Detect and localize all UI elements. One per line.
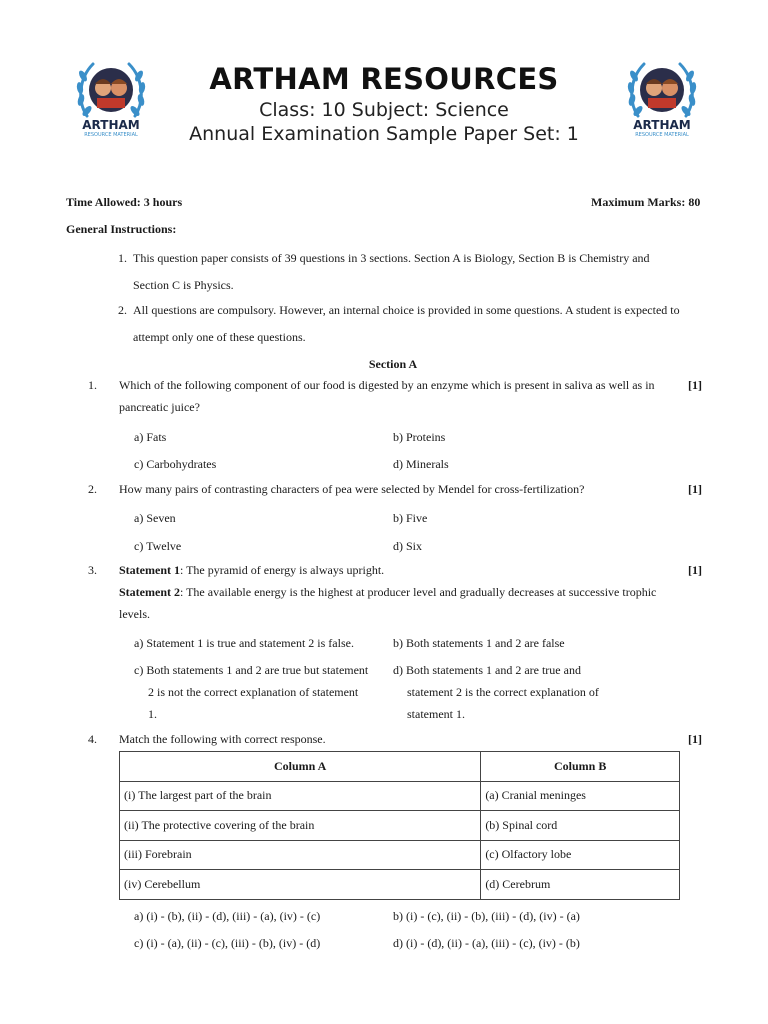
option-b: b) Proteins (393, 430, 446, 444)
question-text: Which of the following component of our food is digested by an enzyme which is present in saliva as well as in pancreatic juice? (119, 378, 655, 414)
question-marks: [1] (688, 563, 702, 577)
option-d: d) Minerals (393, 457, 449, 471)
paper-header (150, 60, 618, 146)
table-cell: (iii) Forebrain (120, 840, 481, 870)
column-a-header: Column A (120, 752, 481, 782)
statement-1-label: Statement 1 (119, 563, 180, 577)
question-number: 4. (88, 732, 97, 746)
option-d: d) (i) - (d), (ii) - (a), (iii) - (c), (iv) - (b) (393, 936, 580, 950)
option-c: c) Carbohydrates (134, 457, 217, 471)
table-cell: (iv) Cerebellum (120, 870, 481, 900)
table-cell: (a) Cranial meninges (481, 781, 680, 811)
artham-logo-left (75, 56, 147, 144)
option-a: a) (i) - (b), (ii) - (d), (iii) - (a), (iv) - (c) (134, 909, 321, 923)
table-cell: (i) The largest part of the brain (120, 781, 481, 811)
question-text: Match the following with correct response. (119, 732, 326, 746)
match-table (119, 751, 680, 900)
option-a: a) Fats (134, 430, 167, 444)
question-number: 2. (88, 482, 97, 496)
instruction-number: 1. (118, 251, 127, 265)
question-number: 1. (88, 378, 97, 392)
instruction-text-cont: attempt only one of these questions. (133, 330, 306, 344)
class-subject-line: Class: 10 Subject: Science (259, 99, 509, 121)
option-a: a) Seven (134, 511, 176, 525)
table-row (120, 840, 680, 870)
logo-text: ARTHAM (75, 118, 147, 132)
option-b: b) (i) - (c), (ii) - (b), (iii) - (d), (iv) - (a) (393, 909, 580, 923)
option-a: a) Statement 1 is true and statement 2 is false. (134, 636, 354, 650)
instruction-number: 2. (118, 303, 127, 317)
maximum-marks: Maximum Marks: 80 (591, 195, 701, 209)
statement-1 (119, 559, 679, 581)
table-cell: (ii) The protective covering of the brain (120, 811, 481, 841)
option-d: d) Six (393, 539, 423, 553)
instruction-item (118, 245, 708, 299)
option-c: c) Twelve (134, 539, 182, 553)
logo-subtext: RESOURCE MATERIAL (626, 132, 698, 138)
option-b: b) Both statements 1 and 2 are false (393, 636, 565, 650)
option-b: b) Five (393, 511, 428, 525)
column-b-header: Column B (481, 752, 680, 782)
instruction-text-cont: Section C is Physics. (133, 278, 234, 292)
table-header-row (120, 752, 680, 782)
statement-2 (119, 581, 679, 625)
table-row (120, 781, 680, 811)
time-allowed: Time Allowed: 3 hours (66, 195, 183, 209)
table-cell: (c) Olfactory lobe (481, 840, 680, 870)
table-cell: (b) Spinal cord (481, 811, 680, 841)
instruction-item (118, 297, 708, 351)
page-title: ARTHAM RESOURCES (209, 62, 559, 96)
statement-2-label: Statement 2 (119, 585, 180, 599)
instruction-text: This question paper consists of 39 questions in 3 sections. Section A is Biology, Section B is Chemistry and (133, 251, 650, 265)
option-c: c) Both statements 1 and 2 are true but statement 2 is not the correct explanation of statement 1. (134, 663, 369, 721)
table-row (120, 870, 680, 900)
question-number: 3. (88, 563, 97, 577)
question-text: How many pairs of contrasting characters of pea were selected by Mendel for cross-fertilization? (119, 482, 585, 496)
table-cell: (d) Cerebrum (481, 870, 680, 900)
instruction-text: All questions are compulsory. However, an internal choice is provided in some questions. A student is expected to (133, 303, 680, 317)
artham-logo-right (626, 56, 698, 144)
option-c: c) (i) - (a), (ii) - (c), (iii) - (b), (iv) - (d) (134, 936, 321, 950)
question-marks: [1] (688, 482, 702, 496)
logo-text: ARTHAM (626, 118, 698, 132)
question-marks: [1] (688, 378, 702, 392)
statement-1-text: : The pyramid of energy is always upright. (179, 563, 385, 577)
logo-subtext: RESOURCE MATERIAL (75, 132, 147, 138)
option-d: d) Both statements 1 and 2 are true and statement 2 is the correct explanation of statement 1. (393, 663, 599, 721)
statement-2-text: : The available energy is the highest at producer level and gradually decreases at successive trophic levels. (119, 585, 657, 621)
table-row (120, 811, 680, 841)
paper-set-line: Annual Examination Sample Paper Set: 1 (189, 123, 579, 145)
question-marks: [1] (688, 732, 702, 746)
section-title: Section A (368, 357, 418, 371)
general-instructions-heading: General Instructions: (66, 222, 177, 236)
